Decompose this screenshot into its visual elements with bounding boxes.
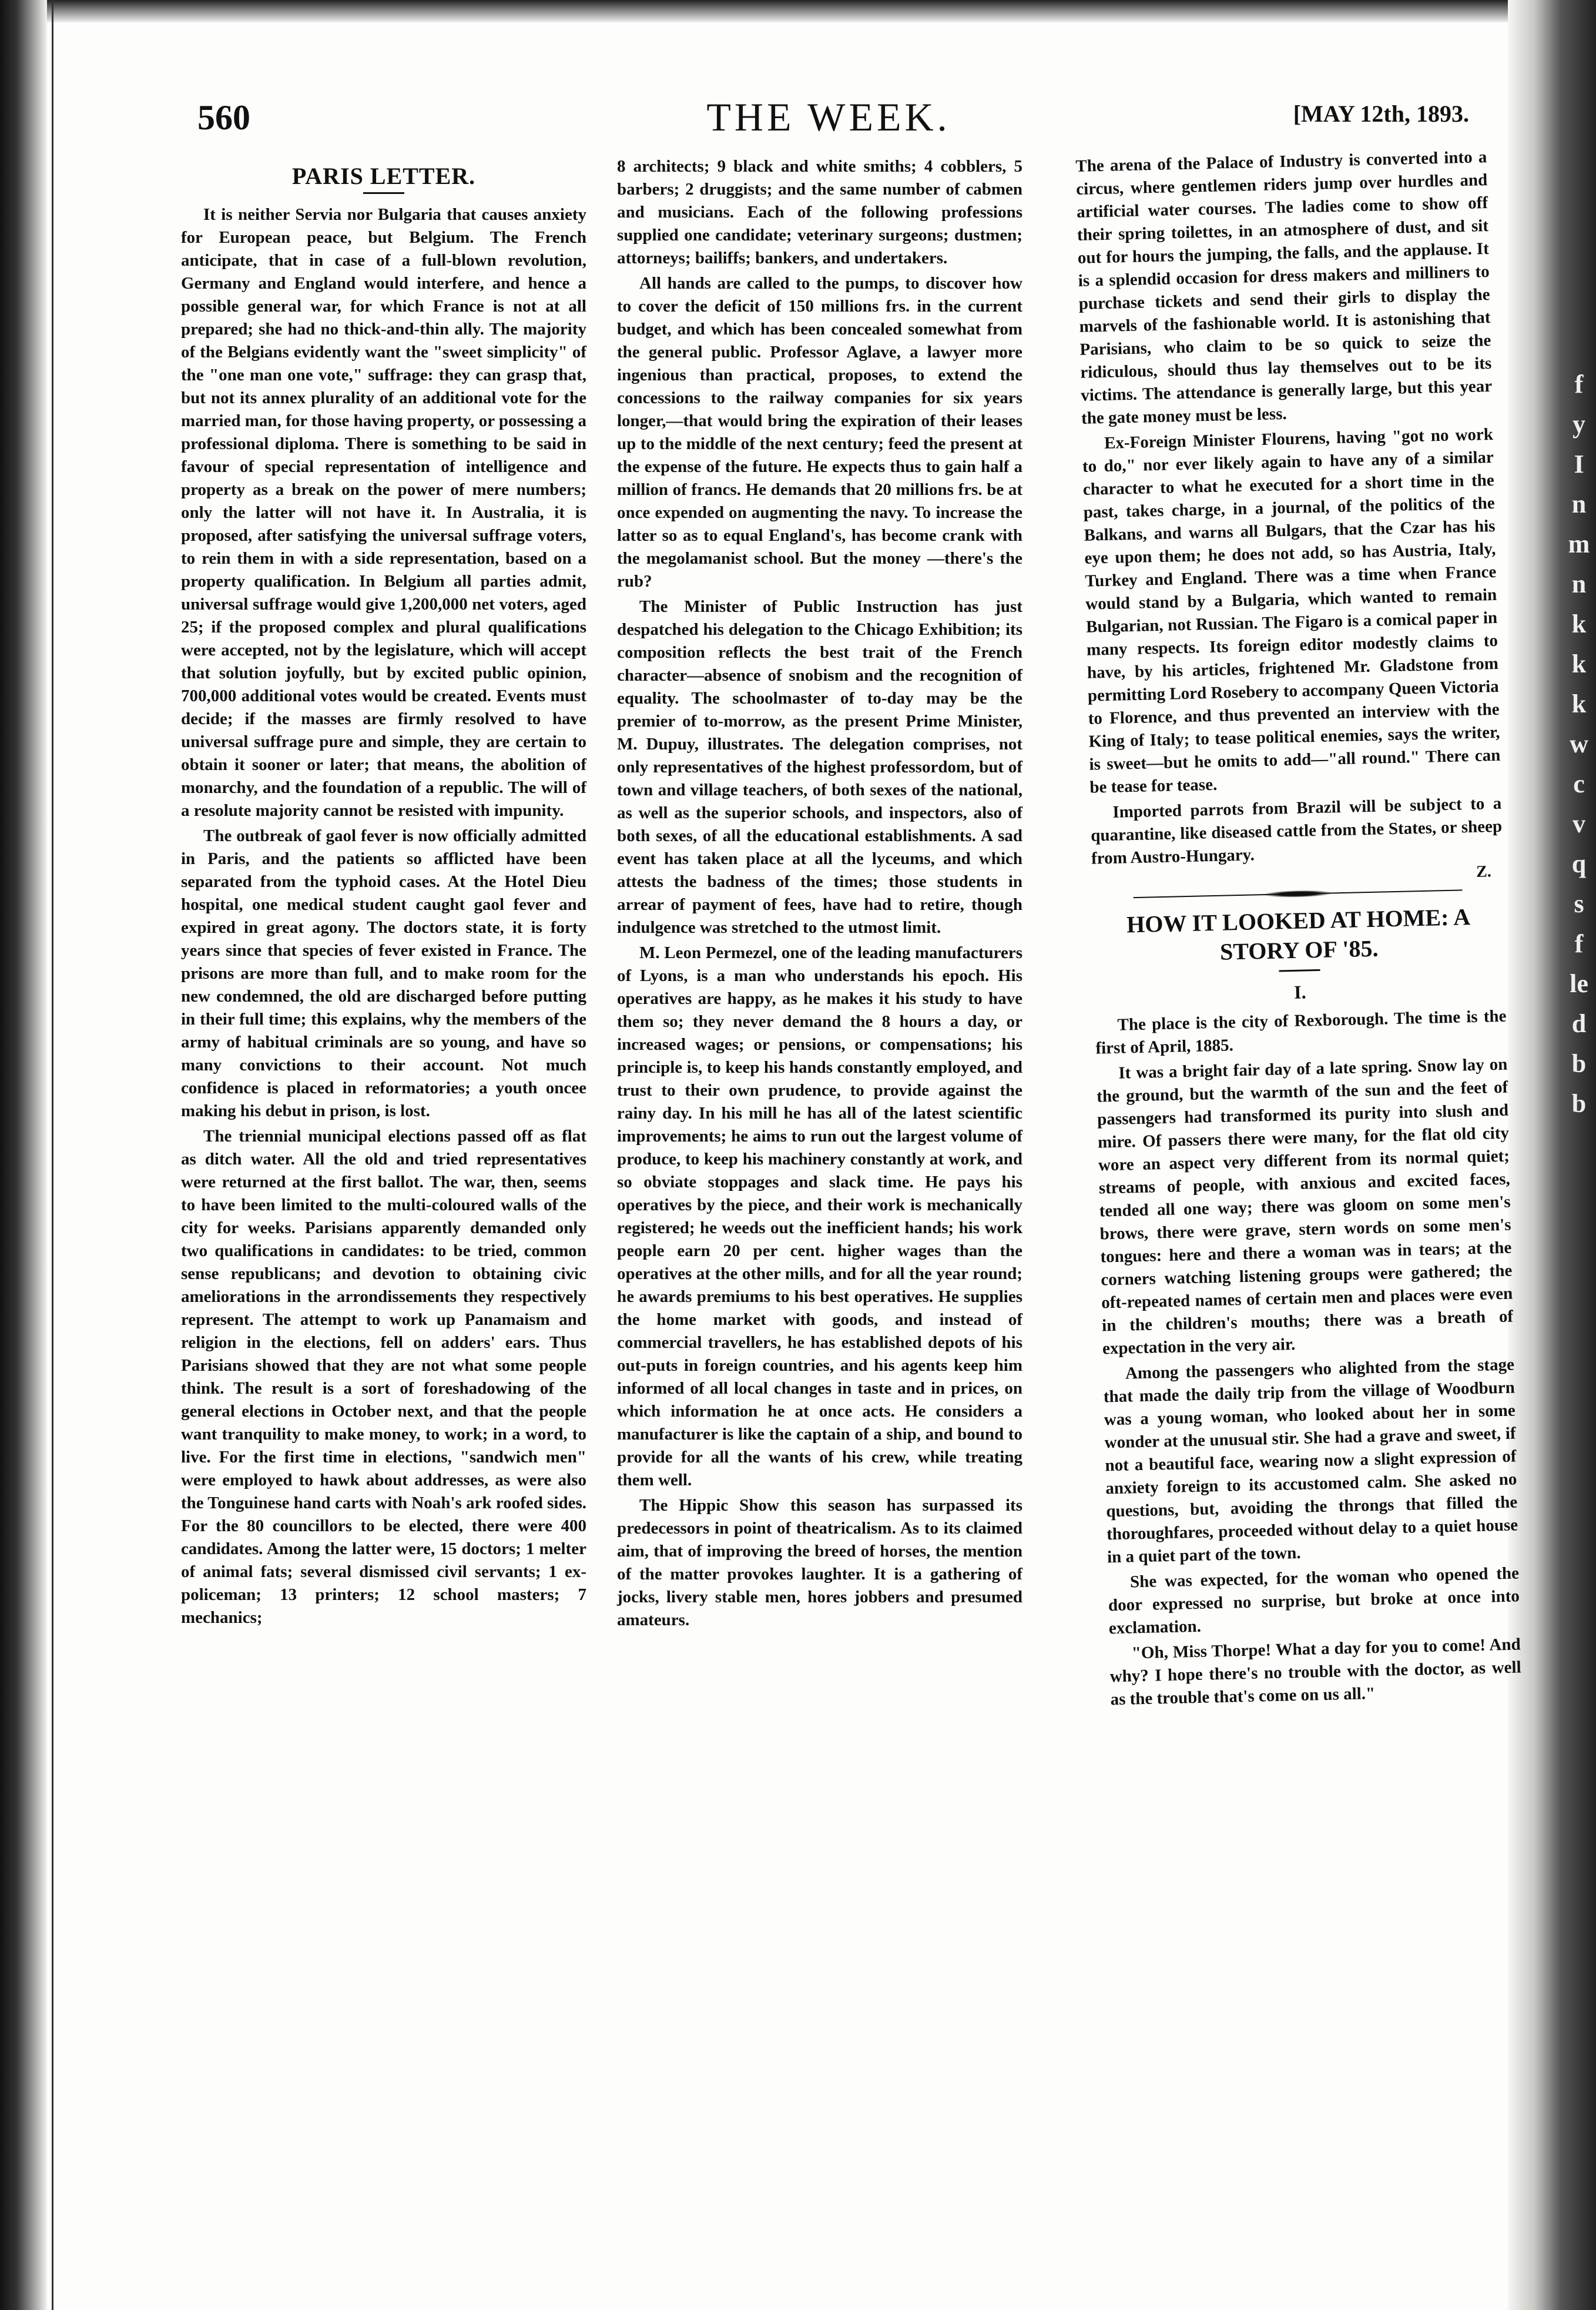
paragraph: The place is the city of Rexborough. The time is the first of April, 1885. <box>1095 1006 1507 1058</box>
edge-letter: c <box>1573 769 1585 798</box>
edge-letter: d <box>1571 1009 1587 1038</box>
edge-letter: v <box>1572 809 1585 838</box>
adjacent-page-edge <box>1508 0 1596 2310</box>
edge-letter: n <box>1571 490 1587 518</box>
paragraph: Ex-Foreign Minister Flourens, having "got no work to do," nor ever likely again to have any of a similar character to what he executed for a short time in the past, takes charge, in a journal, of the politics of the Balkans, and warns all Bulgars, that the Czar has his eye upon them; he does not add, so has Austria, Italy, Turkey and England. There was a time when France would stand by a Bulgaria, which wanted to remain Bulgarian, not Russian. The Figaro is a comical paper in many respects. Its foreign editor modestly claims to have, by his articles, frightened Mr. Gladstone from permitting Lord Rosebery to accompany Queen Victoria to Florence, and thus prevented an interview with the King of Italy; to tease political enemies, says the writer, is sweet—but he omits to add—"all round." There can be tease for tease. <box>1082 424 1501 797</box>
paragraph: "Oh, Miss Thorpe! What a day for you to come! And why? I hope there's no trouble with the doctor, as well as the trouble that's come on us all." <box>1109 1635 1521 1709</box>
paragraph: The outbreak of gaol fever is now officially admitted in Paris, and the patients so afflicted have been separated from the typhoid cases. At the Hotel Dieu hospital, one medical student caught gaol fever and expired in great agony. The doctors state, it is forty years since that species of fever existed in France. The prisons are more than full, and to make room for the new condemned, the old are discharged before putting in their full time; this explains, why the members of the army of habitual criminals are so young, and have so many convictions to their account. Not much confidence is placed in reformatories; a youth oncee making his debut in prison, is lost. <box>181 826 586 1120</box>
chapter-number: I. <box>1293 981 1307 1003</box>
paragraph: Among the passengers who alighted from the stage that made the daily trip from the village of Woodburn was a young woman, who looked about her in some wonder at the unusual stir. She had a grave and sweet, if not a beautiful face, wearing now a slight expression of anxiety foreign to its accustomed calm. She asked no questions, but, avoiding the throngs that filled the thoroughfares, proceeded without delay to a quiet house in a quiet part of the town. <box>1103 1355 1518 1567</box>
edge-letter: b <box>1571 1089 1587 1118</box>
paragraph: 8 architects; 9 black and white smiths; 4 cobblers, 5 barbers; 2 druggists; and the same number of cabmen and musicians. Each of the following professions supplied one candidate; veterinary surgeons; dustmen; attorneys; bailiffs; bankers, and undertakers. <box>617 157 1022 267</box>
page-number: 560 <box>197 98 250 137</box>
author-signature: Z. <box>1476 862 1492 881</box>
paragraph: It was a bright fair day of a late spring. Snow lay on the ground, but the warmth of the sun and the feet of passengers had transformed its purity into slush and mire. Of passers there were many, for the flat old city wore an aspect very different from its normal quiet; streams of people, with anxious and excited faces, tended all one way; there was gloom on some men's brows, there were grave, stern words on some men's tongues: here and there a woman was in tears; at the corners watching listening groups were gathered; the oft-repeated names of certain men and places were even in the children's mouths; there was a breath of expectation in the very air. <box>1096 1054 1514 1358</box>
paragraph: The arena of the Palace of Industry is converted into a circus, where gentlemen riders jump over hurdles and artificial water courses. The ladies come to show off their spring toilettes, in an atmosphere of dust, and sit out for hours the jumping, the falls, and the applause. It is a splendid occasion for dress makers and milliners to purchase tickets and send their girls to display the marvels of the fashionable world. It is astonishing that Parisians, who claim to be so quick to seize the ridiculous, should thus lay themselves out to be its victims. The attendance is generally large, but this year the gate money must be less. <box>1075 148 1493 428</box>
edge-letter: m <box>1568 530 1590 558</box>
edge-letter: y <box>1572 410 1585 438</box>
article-heading-paris-letter: PARIS LETTER. <box>291 163 476 189</box>
journal-title: THE WEEK. <box>706 95 951 139</box>
edge-letter: I <box>1574 450 1584 478</box>
edge-letter: k <box>1571 610 1587 638</box>
edge-letter: b <box>1571 1049 1587 1078</box>
edge-letter: le <box>1570 969 1588 998</box>
column-1 <box>181 165 586 1632</box>
adjacent-page-letters <box>1564 364 1594 1124</box>
issue-date: [MAY 12th, 1893. <box>1293 101 1469 127</box>
paragraph: It is neither Servia nor Bulgaria that causes anxiety for European peace, but Belgium. The French anticipate, that in case of a full-blown revolution, Germany and England would interfere, and hence a possible general war, for which France is not at all prepared; she had no thick-and-thin ally. The majority of the Belgians evidently want the "sweet simplicity" of the "one man one vote," suffrage: they can grasp that, but not its annex plurality of an additional vote for the married man, for those having property, or possessing a professional diploma. There is something to be said in favour of special representation of intelligence and property as a break on the power of mere numbers; only the latter will not have it. In Australia, it is proposed, after satisfying the universal suffrage voters, to rein them in with a side representation, based on a property qualification. In Belgium all parties admit, universal suffrage would give 1,200,000 net voters, aged 25; if the proposed complex and plural qualifications were accepted, not by the legislature, which will accept that solution joyfully, but by excited public opinion, 700,000 additional votes would be created. Events must decide; if the masses are firmly resolved to have universal suffrage pure and simple, they are certain to obtain it sooner or later; that means, the abolition of monarchy, and the foundation of a republic. The will of a resolute majority cannot be resisted with impunity. <box>181 205 586 820</box>
paragraph: All hands are called to the pumps, to discover how to cover the deficit of 150 millions frs. in the current budget, and which has been concealed somewhat from the general public. Professor Aglave, a lawyer more ingenious than practical, proposes, to extend the concessions to the railway companies for six years longer,—that would bring the expiration of their leases up to the middle of the next century; feed the present at the expense of the future. He expects thus to gain half a million of francs. He demands that 20 millions frs. be at once expended on augmenting the navy. To increase the latter so as to equal England's, has become crank with the megolamanist school. But the money —there's the rub? <box>617 274 1022 591</box>
heading-rule <box>363 192 404 194</box>
edge-letter: k <box>1571 689 1587 718</box>
paragraph: The triennial municipal elections passed off as flat as ditch water. All the old and tried representatives were returned at the first ballot. The war, then, seems to have been limited to the multi-coloured walls of the city for weeks. Parisians apparently demanded only two qualifications in candidates: to be tried, common sense republicans; and devotion to obtaining civic ameliorations in the arrondissements they respectively represent. The attempt to work up Panamaism and religion in the elections, fell on adders' ears. Thus Parisians showed that they are not what some people think. The result is a sort of foreshadowing of the general elections in October next, and that the people want tranquility to make money, to work; in a word, to live. For the first time in elections, "sandwich men" were employed to hawk about addresses, as were also the Tonguinese hand carts with Noah's ark roofed sides. For the 80 councillors to be elected, there were 400 candidates. Among the latter were, 15 doctors; 1 melter of animal fats; several dismissed civil servants; 1 ex-policeman; 13 printers; 12 school masters; 7 mechanics; <box>181 1127 586 1627</box>
section-divider <box>1134 889 1463 898</box>
story-heading: HOW IT LOOKED AT HOME: A STORY OF '85. <box>1126 903 1471 965</box>
paragraph: The Minister of Public Instruction has just despatched his delegation to the Chicago Exhibition; its composition reflects the best trait of the French character—absence of snobism and the recognition of equality. The schoolmaster of to-day may be the premier of to-morrow, as the present Prime Minister, M. Dupuy, illustrates. The delegation comprises, not only representatives of the highest professordom, but of town and village teachers, of both sexes of the national, as well as the superior schools, and inspectors, also of both sexes, of all the educational establishments. A sad event has taken place at all the lyceums, and which attests the badness of the times; those students in arrear of payment of fees, have had to retire, though indulgence was stretched to the utmost limit. <box>617 597 1022 937</box>
column-3 <box>1075 146 1522 1713</box>
edge-letter: k <box>1571 650 1587 678</box>
scan-top-edge <box>0 0 1596 22</box>
book-spine-shadow <box>0 0 47 2310</box>
edge-letter: f <box>1574 370 1584 399</box>
page-header <box>176 88 1481 153</box>
paragraph: She was expected, for the woman who opened the door expressed no surprise, but broke at once into exclamation. <box>1108 1564 1520 1638</box>
edge-letter: s <box>1574 889 1584 918</box>
edge-letter: w <box>1570 729 1588 758</box>
edge-letter: n <box>1571 570 1587 598</box>
edge-letter: q <box>1571 849 1587 878</box>
heading-rule <box>1279 969 1320 972</box>
edge-letter: f <box>1574 929 1584 958</box>
paragraph: Imported parrots from Brazil will be subject to a quarantine, like diseased cattle from the States, or sheep from Austro-Hungary. <box>1090 794 1503 868</box>
paragraph: The Hippic Show this season has surpassed its predecessors in point of theatricalism. As to its claimed aim, that of improving the breed of horses, the mention of the matter provokes laughter. It is a gathering of jocks, livery stable men, hores jobbers and presumed amateurs. <box>617 1496 1022 1629</box>
column-2 <box>617 155 1022 1634</box>
paragraph: M. Leon Permezel, one of the leading manufacturers of Lyons, is a man who understands his epoch. His operatives are happy, as he makes it his study to have them so; they never demand the 8 hours a day, or increased wages; or pensions, or compensations; his principle is, to keep his hands constantly employed, and trust to their own prudence, to provide against the rainy day. In his mill he has all of the latest scientific improvements; he aims to run out the largest volume of produce, to keep his machinery constantly at work, and so obviate stoppages and slack time. He pays his operatives by the piece, and their work is mechanically registered; he weeds out the inefficient hands; his work people earn 20 per cent. higher wages than the operatives at the other mills, and for all the year round; he awards premiums to his best operatives. He supplies the home market with goods, and instead of commercial travellers, he has established depots of his out-puts in foreign countries, and his agents keep him informed of all local changes in taste and in prices, on which information he at once acts. He considers a manufacturer is like the captain of a ship, and bound to provide for all the wants of his crew, while treating them well. <box>617 943 1022 1489</box>
